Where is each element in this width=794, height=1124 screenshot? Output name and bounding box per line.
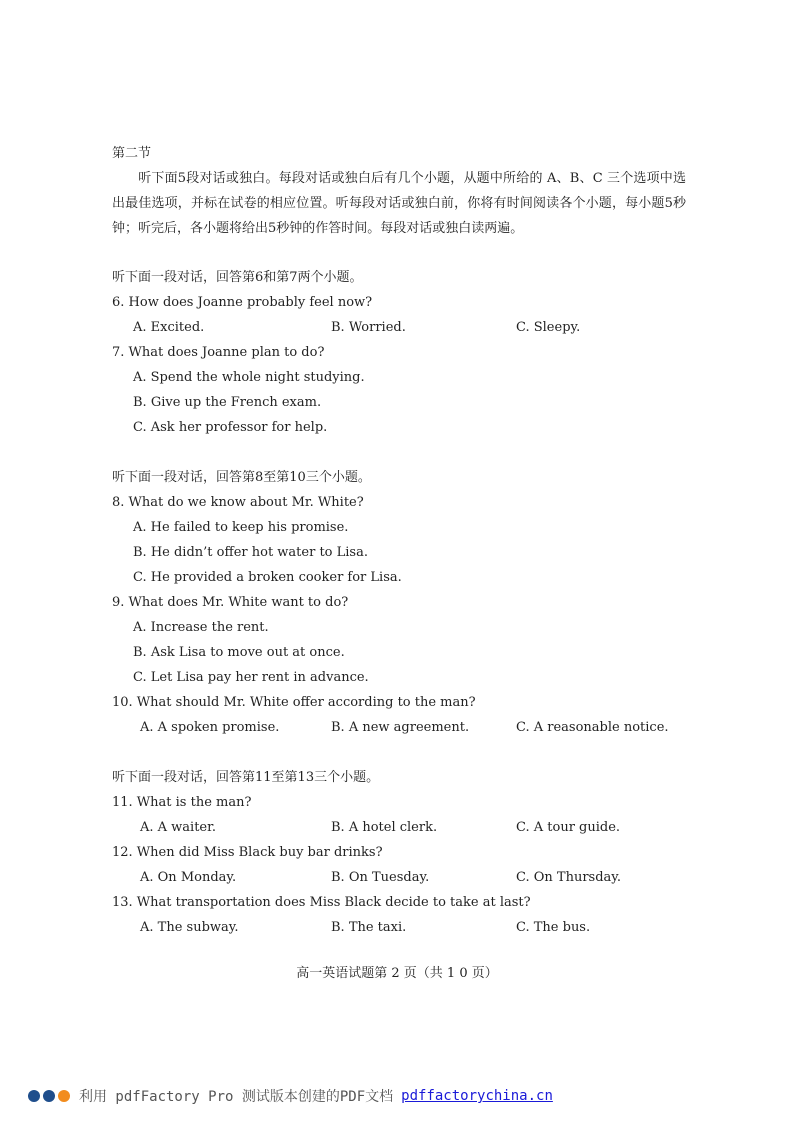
q9-option-a: A. Increase the rent. bbox=[133, 620, 269, 635]
dot-icon-2 bbox=[43, 1090, 55, 1102]
q11-option-c: C. A tour guide. bbox=[516, 820, 621, 835]
q12-stem: 12. When did Miss Black buy bar drinks? bbox=[112, 845, 383, 860]
dot-icon-1 bbox=[28, 1090, 40, 1102]
q10-option-b: B. A new agreement. bbox=[331, 720, 470, 735]
q9-stem: 9. What does Mr. White want to do? bbox=[112, 595, 349, 610]
q11-stem: 11. What is the man? bbox=[112, 795, 252, 810]
pdffactory-watermark bbox=[28, 1086, 553, 1106]
group1-heading: 听下面一段对话，回答第6和第7两个小题。 bbox=[112, 270, 363, 285]
q11-option-b: B. A hotel clerk. bbox=[331, 820, 438, 835]
q12-option-b: B. On Tuesday. bbox=[331, 870, 430, 885]
group2-heading: 听下面一段对话，回答第8至第10三个小题。 bbox=[112, 470, 371, 485]
q6-option-a: A. Excited. bbox=[133, 320, 205, 335]
q8-option-b: B. He didn’t offer hot water to Lisa. bbox=[133, 545, 368, 560]
q12-option-a: A. On Monday. bbox=[140, 870, 237, 885]
q10-stem: 10. What should Mr. White offer according to the man? bbox=[112, 695, 476, 710]
q13-option-a: A. The subway. bbox=[140, 920, 239, 935]
q8-option-a: A. He failed to keep his promise. bbox=[133, 520, 349, 535]
q9-option-c: C. Let Lisa pay her rent in advance. bbox=[133, 670, 369, 685]
q8-option-c: C. He provided a broken cooker for Lisa. bbox=[133, 570, 402, 585]
q13-option-c: C. The bus. bbox=[516, 920, 591, 935]
section-title: 第二节 bbox=[112, 146, 152, 161]
q13-stem: 13. What transportation does Miss Black decide to take at last? bbox=[112, 895, 531, 910]
q12-option-c: C. On Thursday. bbox=[516, 870, 622, 885]
q10-option-c: C. A reasonable notice. bbox=[516, 720, 669, 735]
q13-option-b: B. The taxi. bbox=[331, 920, 407, 935]
q7-option-c: C. Ask her professor for help. bbox=[133, 420, 328, 435]
q6-stem: 6. How does Joanne probably feel now? bbox=[112, 295, 373, 310]
q6-option-b: B. Worried. bbox=[331, 320, 406, 335]
dot-icon-3 bbox=[58, 1090, 70, 1102]
watermark-text: 利用 pdfFactory Pro 测试版本创建的PDF文档 bbox=[79, 1089, 394, 1105]
page-number-footer: 高一英语试题第 2 页（共 1 0 页） bbox=[296, 966, 498, 981]
section-instructions bbox=[112, 166, 686, 241]
group3-heading: 听下面一段对话，回答第11至第13三个小题。 bbox=[112, 770, 380, 785]
watermark-link[interactable]: pdffactorychina.cn bbox=[401, 1088, 553, 1104]
instructions-text: 听下面5段对话或独白。每段对话或独白后有几个小题，从题中所给的 A、B、C 三个选项中选出最佳选项，并标在试卷的相应位置。听每段对话或独白前，你将有时间阅读各个小题，每小题5秒钟；听完后，各小题将给出5秒钟的作答时间。每段对话或独白读两遍。 bbox=[112, 171, 686, 236]
q11-option-a: A. A waiter. bbox=[140, 820, 217, 835]
q8-stem: 8. What do we know about Mr. White? bbox=[112, 495, 364, 510]
q6-option-c: C. Sleepy. bbox=[516, 320, 581, 335]
q7-stem: 7. What does Joanne plan to do? bbox=[112, 345, 325, 360]
q9-option-b: B. Ask Lisa to move out at once. bbox=[133, 645, 345, 660]
q7-option-b: B. Give up the French exam. bbox=[133, 395, 322, 410]
q7-option-a: A. Spend the whole night studying. bbox=[133, 370, 365, 385]
q10-option-a: A. A spoken promise. bbox=[140, 720, 280, 735]
